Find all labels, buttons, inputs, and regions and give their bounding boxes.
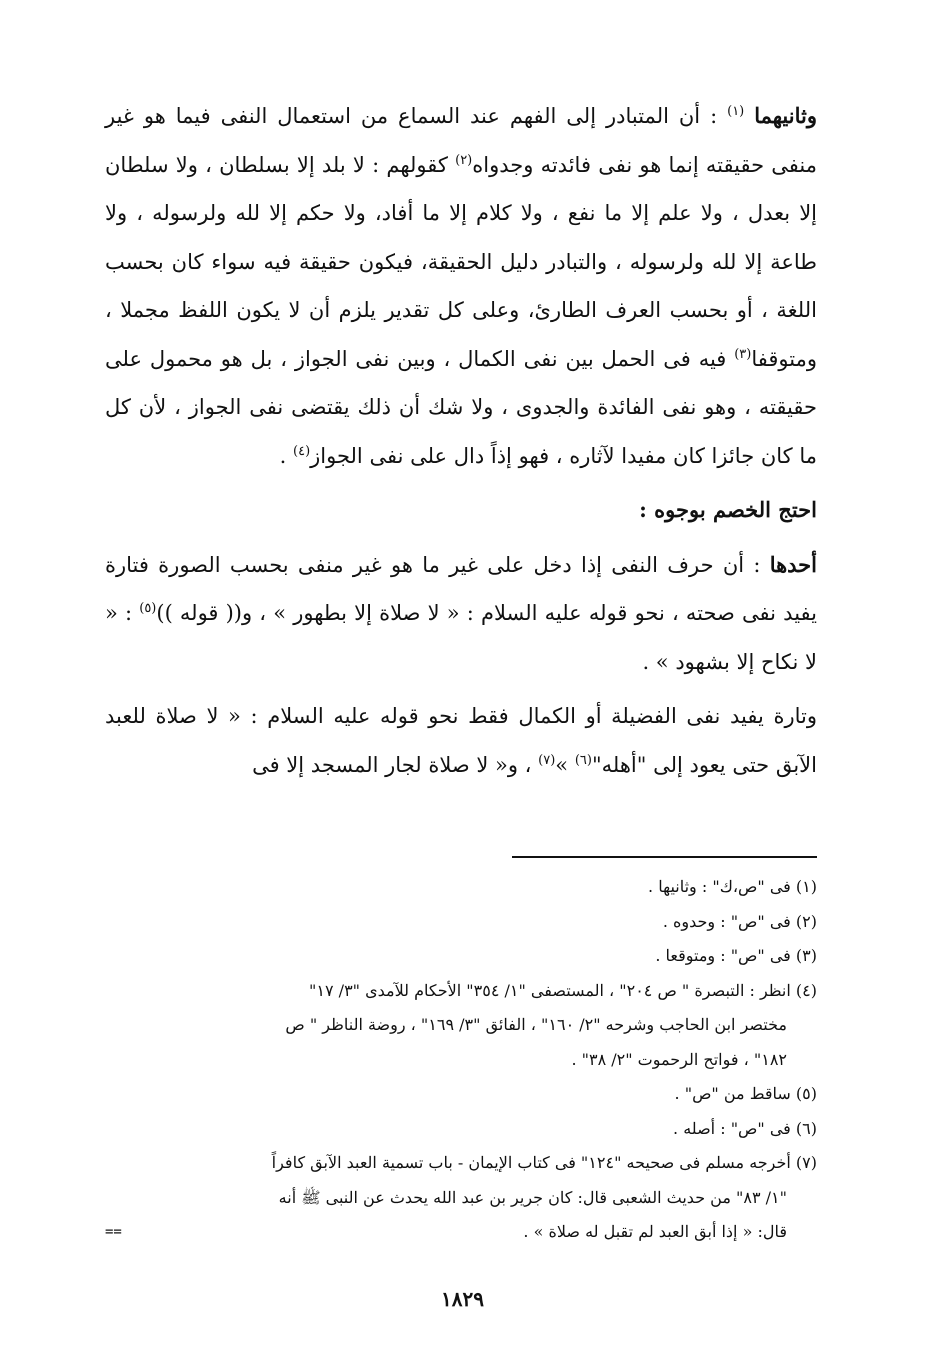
paragraph-text: كقولهم : لا بلد إلا بسلطان ، ولا سلطان إلا بعدل ، ولا علم إلا ما نفع ، ولا كلام إلا ما أفاد، ولا حكم إلا لله ولرسوله ، ولا طاعة إلا لله ولرسوله ، والتبادر دليل الحقيقة، فيكون حقيقة فيه سواء كان بحسب اللغة ، أو بحسب العرف الطارئ، وعلى كل تقدير يلزم أن لا يكون اللفظ مجملا ، ومتوقفا <box>105 152 817 371</box>
footnotes <box>105 870 817 1250</box>
paragraph-text: . <box>279 443 294 468</box>
paragraph-lead: أحدها <box>769 551 817 577</box>
footnote-ref-4[interactable]: (٤) <box>293 443 311 459</box>
paragraph-virtue <box>105 692 817 789</box>
footnote-4-continued: مختصر ابن الحاجب وشرحه "٢/ ١٦٠" ، الفائق "٣/ ١٦٩" ، روضة الناظر " ص <box>285 1015 787 1034</box>
footnote-7: (٧) أخرجه مسلم فى صحيحه "١٢٤" فى كتاب الإيمان - باب تسمية العبد الآبق كافراً <box>271 1153 817 1172</box>
paragraph-first-objection <box>105 541 817 687</box>
paragraph-text: » <box>555 752 575 777</box>
footnote-ref-6[interactable]: (٦) <box>574 752 592 768</box>
paragraph-text: : « لا نكاح إلا بشهود » . <box>105 601 817 674</box>
paragraph-second-argument <box>105 92 817 480</box>
footnote-4-continued: ١٨٢" ، فواتح الرحموت "٢/ ٣٨" . <box>571 1049 787 1069</box>
footnote-ref-5[interactable]: (٥) <box>139 601 157 616</box>
footnote-ref-1[interactable]: (١) <box>727 104 745 119</box>
footnote-3: (٣) فى "ص" : ومتوقعا . <box>655 946 817 965</box>
footnote-6: (٦) فى "ص" : أصله . <box>673 1118 817 1138</box>
continued-mark: == <box>105 1224 122 1240</box>
paragraph-text: فيه فى الحمل بين نفى الكمال ، وبين نفى الجواز ، بل هو محمول على حقيقته ، وهو نفى الفائدة والجدوى ، ولا شك أن ذلك يقتضى نفى الجواز ، لأن كل ما كان جائزا كان مفيدا لآثاره ، فهو إذاً دال على نفى الجواز <box>105 346 817 468</box>
footnote-ref-2[interactable]: (٢) <box>455 152 473 168</box>
footnote-4: (٤) انظر : التبصرة " ص ٢٠٤" ، المستصفى "١/ ٣٥٤" الأحكام للآمدى "٣/ ١٧" <box>309 980 817 1000</box>
footnote-ref-3[interactable]: (٣) <box>734 346 752 362</box>
footnote-ref-7[interactable]: (٧) <box>538 752 556 768</box>
footnote-1: (١) فى "ص،ك" : وثانيها . <box>648 877 817 896</box>
footnote-7-continued: قال: « إذا أبق العبد لم تقبل له صلاة » . <box>523 1222 787 1241</box>
section-heading: احتج الخصم بوجوه : <box>639 497 817 522</box>
footnote-7-last-line <box>105 1215 817 1250</box>
paragraph-text: : أن المتبادر إلى الفهم عند السماع من استعمال النفى فيما هو غير منفى حقيقته إنما هو نفى فائدته وجدواه <box>105 104 817 177</box>
paragraph-text: : أن حرف النفى إذا دخل على غير ما هو غير منفى بحسب الصورة فتارة يفيد نفى صحته ، نحو قوله عليه السلام : « لا صلاة إلا بطهور » ، و(( قوله )) <box>105 552 817 625</box>
paragraph-lead: وثانيهما <box>754 103 817 128</box>
footnote-separator <box>512 856 817 858</box>
footnote-5: (٥) ساقط من "ص" . <box>674 1084 817 1103</box>
footnote-7-continued: "١/ ٨٣" من حديث الشعبى قال: كان جرير بن عبد الله يحدث عن النبى ﷺ أنه <box>278 1187 787 1207</box>
paragraph-text: وتارة يفيد نفى الفضيلة أو الكمال فقط نحو قوله عليه السلام : « لا صلاة للعبد الآبق حتى يعود إلى "أهله" <box>105 704 817 777</box>
paragraph-text: ، و« لا صلاة لجار المسجد إلا فى <box>252 752 539 777</box>
page-number: ١٨٢٩ <box>441 1287 484 1311</box>
footnote-2: (٢) فى "ص" : وحدوه . <box>662 911 817 931</box>
main-text <box>105 92 817 789</box>
